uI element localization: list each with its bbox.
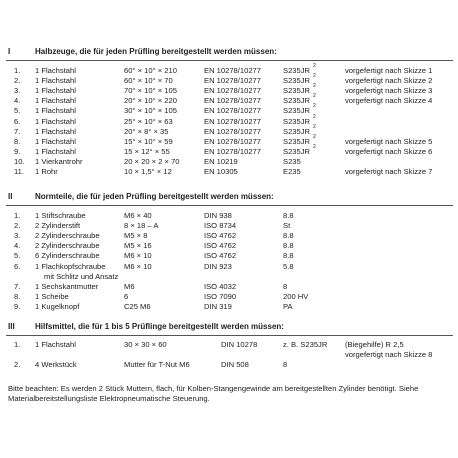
row-item: 1 Vierkantrohr — [35, 156, 83, 166]
row-note: vorgefertigt nach Skizze 1 — [345, 66, 433, 75]
section1-row — [0, 168, 458, 177]
row-number: 1. — [14, 340, 21, 349]
row-material: z. B. S235JR — [283, 340, 328, 349]
row-material: S235JR — [283, 126, 311, 136]
row-dimension: 10 × 1,5° × 12 — [124, 167, 172, 176]
section-2-title: Normteile, die für jeden Prüfling bereitgestellt werden müssen: — [35, 192, 274, 201]
row-dimension: 30 × 30 × 60 — [124, 340, 167, 349]
row-item: 1 Flachstahl — [35, 66, 76, 75]
row-dimension: 25° × 10° × 63 — [124, 116, 173, 126]
row-note: vorgefertigt nach Skizze 4 — [345, 96, 433, 106]
row-standard: DIN 10278 — [221, 340, 258, 349]
row-note: (Biegehilfe) R 2,5 — [345, 340, 404, 349]
row-note: vorgefertigt nach Skizze 2 — [345, 76, 433, 86]
row-item: 1 Flachstahl — [35, 116, 76, 126]
section2-row — [0, 232, 458, 241]
row-material: S235JR — [283, 116, 311, 126]
row-item: 1 Flachstahl — [35, 96, 76, 106]
row-number: 5. — [14, 106, 21, 116]
section1-row — [0, 158, 458, 167]
section1-row: 7. 1 Flachstahl 20° × 8° × 35 EN 10278/10277 S235JR 2 — [14, 123, 316, 136]
row-material: 200 HV — [283, 291, 309, 301]
row-dimension: M6 × 10 — [124, 251, 152, 261]
row-item: 1 Flachstahl — [35, 86, 76, 96]
section2-row — [0, 263, 458, 272]
row-material: 8.8 — [283, 231, 294, 241]
row-item: 1 Scheibe — [35, 291, 69, 301]
row-standard: ISO 4762 — [204, 241, 237, 251]
section2-row — [0, 242, 458, 251]
section1-row: 6. 1 Flachstahl 25° × 10° × 63 EN 10278/10277 S235JR 2 — [14, 113, 316, 126]
section-1-number: I — [8, 47, 11, 56]
row-dimension: M5 × 16 — [124, 241, 152, 251]
row-item: 1 Flachkopfschraube — [35, 261, 106, 271]
section2-row — [0, 283, 458, 292]
section2-row — [0, 222, 458, 231]
section1-row: 1. 1 Flachstahl 60° × 10° × 210 EN 10278/10277 S235JR 2 vorgefertigt nach Skizze 1 — [14, 63, 433, 75]
row-standard: EN 10278/10277 — [204, 106, 262, 116]
row-dimension: M6 — [124, 281, 135, 291]
row-dimension: 20° × 10° × 220 — [124, 96, 177, 106]
section1-row: 8. 1 Flachstahl 15° × 10° × 59 EN 10278/10277 S235JR 2 vorgefertigt nach Skizze 5 — [14, 133, 433, 146]
section-2-divider — [6, 205, 453, 206]
row-standard: EN 10219 — [204, 156, 238, 166]
row-material: 8.8 — [283, 211, 294, 220]
row-standard: DIN 938 — [204, 211, 232, 220]
row-dimension: 20° × 8° × 35 — [124, 126, 169, 136]
row-number: 9. — [14, 146, 21, 156]
row-material: 5.8 — [283, 261, 294, 271]
row-note-continued: vorgefertigt nach Skizze 8 — [345, 350, 433, 359]
row-material: S235JR — [283, 146, 311, 156]
section-3-number: III — [8, 322, 15, 331]
section2-row — [0, 273, 458, 282]
row-material: S235JR — [283, 86, 311, 96]
row-number: 1. — [14, 211, 21, 220]
row-number: 1. — [14, 66, 21, 75]
section1-row: 2. 1 Flachstahl 60° × 10° × 70 EN 10278/10277 S235JR 2 vorgefertigt nach Skizze 2 — [14, 73, 433, 86]
row-material: S235JR — [283, 76, 311, 86]
row-item: mit Schlitz und Ansatz — [44, 271, 119, 281]
row-item: 6 Zylinderschraube — [35, 251, 100, 261]
row-dimension: 15° × 10° × 59 — [124, 136, 173, 146]
row-material: S235 — [283, 156, 301, 166]
section-3-row-2 — [0, 361, 458, 370]
row-standard: DIN 319 — [204, 301, 232, 311]
row-item: 1 Stiftschraube — [35, 211, 86, 220]
row-note: vorgefertigt nach Skizze 6 — [345, 146, 433, 156]
section2-row — [0, 212, 458, 221]
section-3-row-1 — [0, 341, 458, 350]
row-standard: ISO 4762 — [204, 251, 237, 261]
row-dimension: M6 × 40 — [124, 211, 152, 220]
section1-row: 5. 1 Flachstahl 30° × 10° × 105 EN 10278/10277 S235JR 2 — [14, 103, 316, 116]
row-note: vorgefertigt nach Skizze 3 — [345, 86, 433, 96]
row-item: 1 Kugelknopf — [35, 301, 80, 311]
row-dimension: M6 × 10 — [124, 261, 152, 271]
footnote-text: Bitte beachten: Es werden 2 Stück Muttern, flach, für Kolben-Stangengewinde am bereitgestellten Zylinder benötigt. Siehe Materialbereitstellungsliste Elektropneumatische Steuerung. — [8, 384, 419, 403]
row-item: 1 Flachstahl — [35, 106, 76, 116]
section2-row — [0, 252, 458, 261]
section1-row: 9. 1 Flachstahl 15 × 12° × 55 EN 10278/10277 S235JR 2 vorgefertigt nach Skizze 6 — [14, 143, 433, 156]
row-item: 1 Sechskantmutter — [35, 281, 99, 291]
section-2-header — [0, 192, 458, 204]
row-dimension: C25 M6 — [124, 301, 151, 311]
section-3-divider — [6, 335, 453, 336]
row-number: 9. — [14, 301, 21, 311]
row-standard: EN 10278/10277 — [204, 76, 262, 86]
row-material: PA — [283, 301, 293, 311]
row-number: 5. — [14, 251, 21, 261]
row-dimension: 8 × 18 – A — [124, 221, 159, 231]
row-item: 4 Werkstück — [35, 360, 77, 369]
row-number: 2. — [14, 221, 21, 231]
row-standard: DIN 508 — [221, 360, 249, 369]
row-item: 1 Rohr — [35, 167, 58, 176]
row-number: 8. — [14, 136, 21, 146]
row-material: 8 — [283, 360, 288, 369]
row-standard: ISO 7090 — [204, 291, 237, 301]
row-standard: ISO 8734 — [204, 221, 237, 231]
row-number: 2. — [14, 360, 21, 369]
row-material: 8.8 — [283, 241, 294, 251]
row-material: S235JR — [283, 96, 311, 106]
row-number: 6. — [14, 116, 21, 126]
section-1-divider — [6, 60, 453, 61]
row-dimension: 60° × 10° × 210 — [124, 66, 177, 75]
row-material: E235 — [283, 167, 301, 176]
row-standard: ISO 4762 — [204, 231, 237, 241]
row-standard: EN 10278/10277 — [204, 66, 262, 75]
row-number: 4. — [14, 241, 21, 251]
row-item: 2 Zylinderschraube — [35, 231, 100, 241]
section-3-row-1-note — [0, 351, 458, 360]
row-dimension: 20 × 20 × 2 × 70 — [124, 156, 180, 166]
row-dimension: 70° × 10° × 105 — [124, 86, 177, 96]
section-3-title: Hilfsmittel, die für 1 bis 5 Prüflinge bereitgestellt werden müssen: — [35, 322, 284, 331]
row-item: 1 Flachstahl — [35, 146, 76, 156]
row-number: 10. — [14, 156, 25, 166]
row-number: 3. — [14, 86, 21, 96]
row-dimension: 6 — [124, 291, 129, 301]
section-3-header — [0, 322, 458, 334]
row-number: 7. — [14, 281, 21, 291]
row-number: 6. — [14, 261, 21, 271]
row-note: vorgefertigt nach Skizze 7 — [345, 167, 433, 176]
row-standard: EN 10278/10277 — [204, 126, 262, 136]
row-number: 11. — [14, 167, 24, 176]
row-item: 1 Flachstahl — [35, 340, 76, 349]
row-dimension: Mutter für T-Nut M6 — [124, 360, 190, 369]
section2-row — [0, 303, 458, 312]
row-item: 2 Zylinderstift — [35, 221, 81, 231]
row-dimension: 30° × 10° × 105 — [124, 106, 177, 116]
row-material: 8 — [283, 281, 288, 291]
row-material: S235JR — [283, 136, 311, 146]
row-dimension: 15 × 12° × 55 — [124, 146, 170, 156]
row-item: 1 Flachstahl — [35, 76, 76, 86]
row-item: 1 Flachstahl — [35, 126, 76, 136]
row-item: 2 Zylinderschraube — [35, 241, 100, 251]
row-material: 8.8 — [283, 251, 294, 261]
section1-row: 3. 1 Flachstahl 70° × 10° × 105 EN 10278/10277 S235JR 2 vorgefertigt nach Skizze 3 — [14, 83, 433, 96]
row-material: S235JR — [283, 66, 311, 75]
row-standard: EN 10278/10277 — [204, 86, 262, 96]
row-number: 2. — [14, 76, 21, 86]
row-standard: EN 10278/10277 — [204, 146, 262, 156]
section1-row: 4. 1 Flachstahl 20° × 10° × 220 EN 10278/10277 S235JR 2 vorgefertigt nach Skizze 4 — [14, 93, 433, 106]
section-1-title: Halbzeuge, die für jeden Prüfling bereitgestellt werden müssen: — [35, 47, 277, 56]
section2-row — [0, 293, 458, 302]
row-material: S235JR — [283, 106, 311, 116]
row-material: St — [283, 221, 291, 231]
row-standard: EN 10278/10277 — [204, 96, 262, 106]
row-standard: EN 10278/10277 — [204, 136, 262, 146]
row-dimension: M5 × 8 — [124, 231, 148, 241]
row-number: 7. — [14, 126, 21, 136]
row-number: 3. — [14, 231, 21, 241]
row-standard: EN 10278/10277 — [204, 116, 262, 126]
row-number: 4. — [14, 96, 21, 106]
row-standard: EN 10305 — [204, 167, 238, 176]
row-standard: DIN 923 — [204, 261, 232, 271]
section-1-header — [0, 47, 458, 59]
row-note: vorgefertigt nach Skizze 5 — [345, 136, 433, 146]
row-item: 1 Flachstahl — [35, 136, 76, 146]
row-number: 8. — [14, 291, 21, 301]
row-dimension: 60° × 10° × 70 — [124, 76, 173, 86]
row-standard: ISO 4032 — [204, 281, 237, 291]
section-2-number: II — [8, 192, 13, 201]
